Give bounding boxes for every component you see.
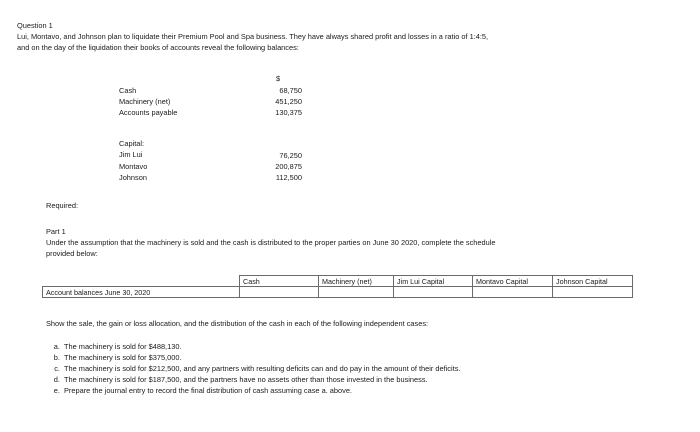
- schedule-header-johnson-capital: Johnson Capital: [553, 276, 633, 287]
- question-title: Question 1: [17, 21, 53, 30]
- case-e: e. Prepare the journal entry to record the final distribution of cash assuming case a. above.: [62, 385, 460, 396]
- schedule-header-jim-lui-capital: Jim Lui Capital: [394, 276, 473, 287]
- currency-symbol: $: [276, 74, 281, 83]
- capital-heading: Capital:: [119, 139, 145, 148]
- schedule-cell-johnson-capital[interactable]: [553, 287, 633, 298]
- schedule-header-machinery: Machinery (net): [319, 276, 394, 287]
- capital-label-jim-lui: Jim Lui: [119, 150, 143, 159]
- schedule-corner-cell: [43, 276, 240, 287]
- capital-label-montavo: Montavo: [119, 162, 148, 171]
- part-instruction-line-1: Under the assumption that the machinery is sold and the cash is distributed to the proper parties on June 30 2020, complete the schedule: [46, 238, 496, 247]
- schedule-cell-montavo-capital[interactable]: [473, 287, 553, 298]
- balance-value-machinery: 451,250: [275, 97, 302, 106]
- balance-label-cash: Cash: [119, 86, 137, 95]
- case-d: d. The machinery is sold for $187,500, and the partners have no assets other than those invested in the business.: [62, 374, 460, 385]
- schedule-cell-jim-lui-capital[interactable]: [394, 287, 473, 298]
- intro-line-2: and on the day of the liquidation their books of accounts reveal the following balances:: [17, 43, 299, 52]
- capital-value-johnson: 112,500: [275, 173, 302, 182]
- schedule-cell-machinery[interactable]: [319, 287, 394, 298]
- required-label: Required:: [46, 201, 79, 210]
- liquidation-schedule-table: [42, 275, 633, 298]
- part-label: Part 1: [46, 227, 66, 236]
- schedule-row-label: Account balances June 30, 2020: [43, 287, 240, 298]
- intro-line-1: Lui, Montavo, and Johnson plan to liquidate their Premium Pool and Spa business. They have always shared profit and losses in a ratio of 1:4:5,: [17, 32, 489, 41]
- schedule-row-account-balances: [43, 287, 633, 298]
- schedule-cell-cash[interactable]: [240, 287, 319, 298]
- case-a: a. The machinery is sold for $488,130.: [62, 341, 460, 352]
- balance-value-cash: 68,750: [279, 86, 302, 95]
- capital-value-montavo: 200,875: [275, 162, 302, 171]
- capital-label-johnson: Johnson: [119, 173, 147, 182]
- capital-value-jim-lui: 76,250: [279, 151, 302, 160]
- show-instruction: Show the sale, the gain or loss allocation, and the distribution of the cash in each of the following independent cases:: [46, 319, 429, 328]
- schedule-header-row: [43, 276, 633, 287]
- case-c: c. The machinery is sold for $212,500, and any partners with resulting deficits can and do pay in the amount of their deficits.: [62, 363, 460, 374]
- balance-label-accounts-payable: Accounts payable: [119, 108, 178, 117]
- schedule-header-cash: Cash: [240, 276, 319, 287]
- part-instruction-line-2: provided below:: [46, 249, 98, 258]
- balance-label-machinery: Machinery (net): [119, 97, 171, 106]
- balance-value-accounts-payable: 130,375: [275, 108, 302, 117]
- schedule-header-montavo-capital: Montavo Capital: [473, 276, 553, 287]
- cases-list: [48, 341, 460, 396]
- case-b: b. The machinery is sold for $375,000.: [62, 352, 460, 363]
